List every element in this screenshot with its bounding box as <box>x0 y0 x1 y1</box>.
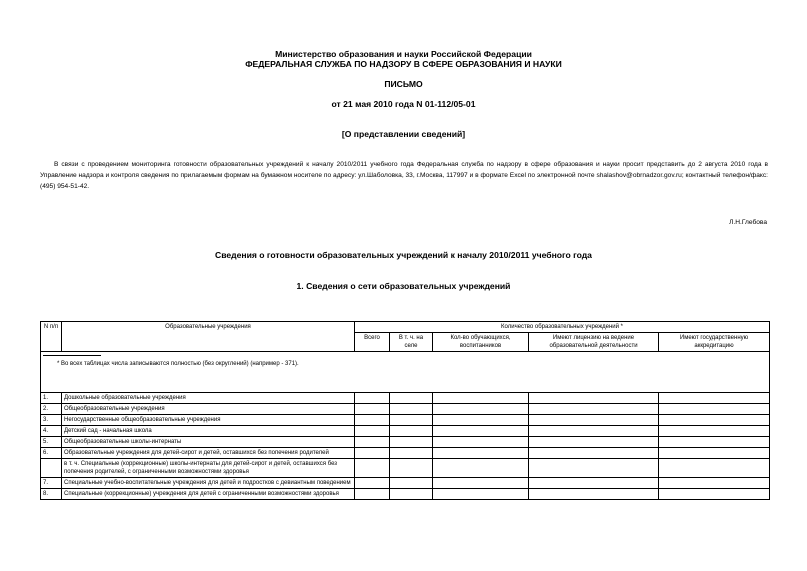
cell-accreditation[interactable] <box>659 489 770 500</box>
sub-license-header: Имеют лицензию на ведение образовательной деятельности <box>529 333 659 352</box>
letter-paragraph: В связи с проведением мониторинга готовности образовательных учреждений к началу 2010/2011 учебного года Федеральная служба по надзору в сфере образования и науки просит представить до 2 августа 2010 года в Управление надзора и контроля сведения по прилагаемым формам на бумажном носителе по адресу: ул.Шаболовка, 33, г.Москва, 117997 и в формате Excel по электронной почте shalashov@obrnadzor.gov.ru; контактный телефон/факс: (495) 954-51-42. <box>40 161 768 190</box>
cell-total[interactable] <box>355 489 390 500</box>
row-label: Дошкольные образовательные учреждения <box>62 393 355 404</box>
footnote-cell <box>41 352 770 393</box>
institutions-table <box>40 321 770 500</box>
cell-license[interactable] <box>529 489 659 500</box>
table-row <box>41 426 770 437</box>
table-row <box>41 437 770 448</box>
cell-village[interactable] <box>390 459 433 478</box>
footnote-divider <box>43 355 101 356</box>
cell-village[interactable] <box>390 437 433 448</box>
row-label: в т. ч. Специальные (коррекционные) школы-интернаты для детей-сирот и детей, оставшихся без попечения родителей, с ограниченными возможностями здоровья <box>62 459 355 478</box>
col-num-header: N п/п <box>41 322 62 352</box>
row-label: Негосударственные общеобразовательные учреждения <box>62 415 355 426</box>
cell-village[interactable] <box>390 426 433 437</box>
row-label: Образовательные учреждения для детей-сирот и детей, оставшихся без попечения родителей <box>62 448 355 459</box>
cell-accreditation[interactable] <box>659 448 770 459</box>
cell-license[interactable] <box>529 415 659 426</box>
cell-accreditation[interactable] <box>659 437 770 448</box>
cell-total[interactable] <box>355 448 390 459</box>
col-quantity-header: Количество образовательных учреждений * <box>355 322 770 333</box>
cell-students[interactable] <box>433 415 529 426</box>
row-label: Детский сад - начальная школа <box>62 426 355 437</box>
signature: Л.Н.Глебова <box>729 219 767 226</box>
cell-total[interactable] <box>355 393 390 404</box>
row-number <box>41 459 62 478</box>
cell-village[interactable] <box>390 393 433 404</box>
cell-accreditation[interactable] <box>659 393 770 404</box>
row-number: 8. <box>41 489 62 500</box>
row-number: 6. <box>41 448 62 459</box>
cell-total[interactable] <box>355 478 390 489</box>
cell-accreditation[interactable] <box>659 478 770 489</box>
col-institutions-header: Образовательные учреждения <box>62 322 355 352</box>
sub-total-header: Всего <box>355 333 390 352</box>
cell-license[interactable] <box>529 426 659 437</box>
cell-license[interactable] <box>529 448 659 459</box>
cell-license[interactable] <box>529 478 659 489</box>
document-subject: [О представлении сведений] <box>341 129 466 139</box>
cell-accreditation[interactable] <box>659 459 770 478</box>
cell-students[interactable] <box>433 478 529 489</box>
table-row <box>41 415 770 426</box>
cell-accreditation[interactable] <box>659 426 770 437</box>
cell-total[interactable] <box>355 437 390 448</box>
cell-license[interactable] <box>529 404 659 415</box>
row-label: Общеобразовательные учреждения <box>62 404 355 415</box>
cell-village[interactable] <box>390 489 433 500</box>
table-row <box>41 448 770 459</box>
cell-accreditation[interactable] <box>659 415 770 426</box>
table-row <box>41 478 770 489</box>
cell-village[interactable] <box>390 448 433 459</box>
document-number: от 21 мая 2010 года N 01-112/05-01 <box>331 99 476 109</box>
row-label: Общеобразовательные школы-интернаты <box>62 437 355 448</box>
row-number: 1. <box>41 393 62 404</box>
cell-village[interactable] <box>390 404 433 415</box>
cell-license[interactable] <box>529 459 659 478</box>
row-number: 7. <box>41 478 62 489</box>
sub-accreditation-header: Имеют государственную аккредитацию <box>659 333 770 352</box>
cell-students[interactable] <box>433 437 529 448</box>
sub-village-header: В т. ч. на селе <box>390 333 433 352</box>
cell-license[interactable] <box>529 437 659 448</box>
service-name: ФЕДЕРАЛЬНАЯ СЛУЖБА ПО НАДЗОРУ В СФЕРЕ ОБРАЗОВАНИЯ И НАУКИ <box>245 59 562 69</box>
cell-total[interactable] <box>355 415 390 426</box>
cell-students[interactable] <box>433 459 529 478</box>
section-title: Сведения о готовности образовательных учреждений к началу 2010/2011 учебного года <box>215 250 592 260</box>
cell-total[interactable] <box>355 404 390 415</box>
document-type: ПИСЬМО <box>384 79 423 89</box>
ministry-name: Министерство образования и науки Российской Федерации <box>275 49 532 59</box>
sub-students-header: Кол-во обучающихся, воспитанников <box>433 333 529 352</box>
row-label: Специальные учебно-воспитательные учреждения для детей и подростков с девиантным поведением <box>62 478 355 489</box>
table-row <box>41 489 770 500</box>
cell-students[interactable] <box>433 404 529 415</box>
cell-license[interactable] <box>529 393 659 404</box>
row-number: 4. <box>41 426 62 437</box>
cell-village[interactable] <box>390 415 433 426</box>
row-number: 5. <box>41 437 62 448</box>
row-number: 2. <box>41 404 62 415</box>
row-label: Специальные (коррекционные) учреждения для детей с ограниченными возможностями здоровья <box>62 489 355 500</box>
cell-students[interactable] <box>433 489 529 500</box>
cell-students[interactable] <box>433 393 529 404</box>
cell-village[interactable] <box>390 478 433 489</box>
subsection-title: 1. Сведения о сети образовательных учреждений <box>296 281 511 291</box>
cell-total[interactable] <box>355 426 390 437</box>
cell-total[interactable] <box>355 459 390 478</box>
cell-students[interactable] <box>433 448 529 459</box>
table-row <box>41 459 770 478</box>
footnote-text: * Во всех таблицах числа записываются полностью (без округлений) (например - 371). <box>57 361 299 367</box>
cell-students[interactable] <box>433 426 529 437</box>
cell-accreditation[interactable] <box>659 404 770 415</box>
table-row <box>41 404 770 415</box>
table-row <box>41 393 770 404</box>
row-number: 3. <box>41 415 62 426</box>
